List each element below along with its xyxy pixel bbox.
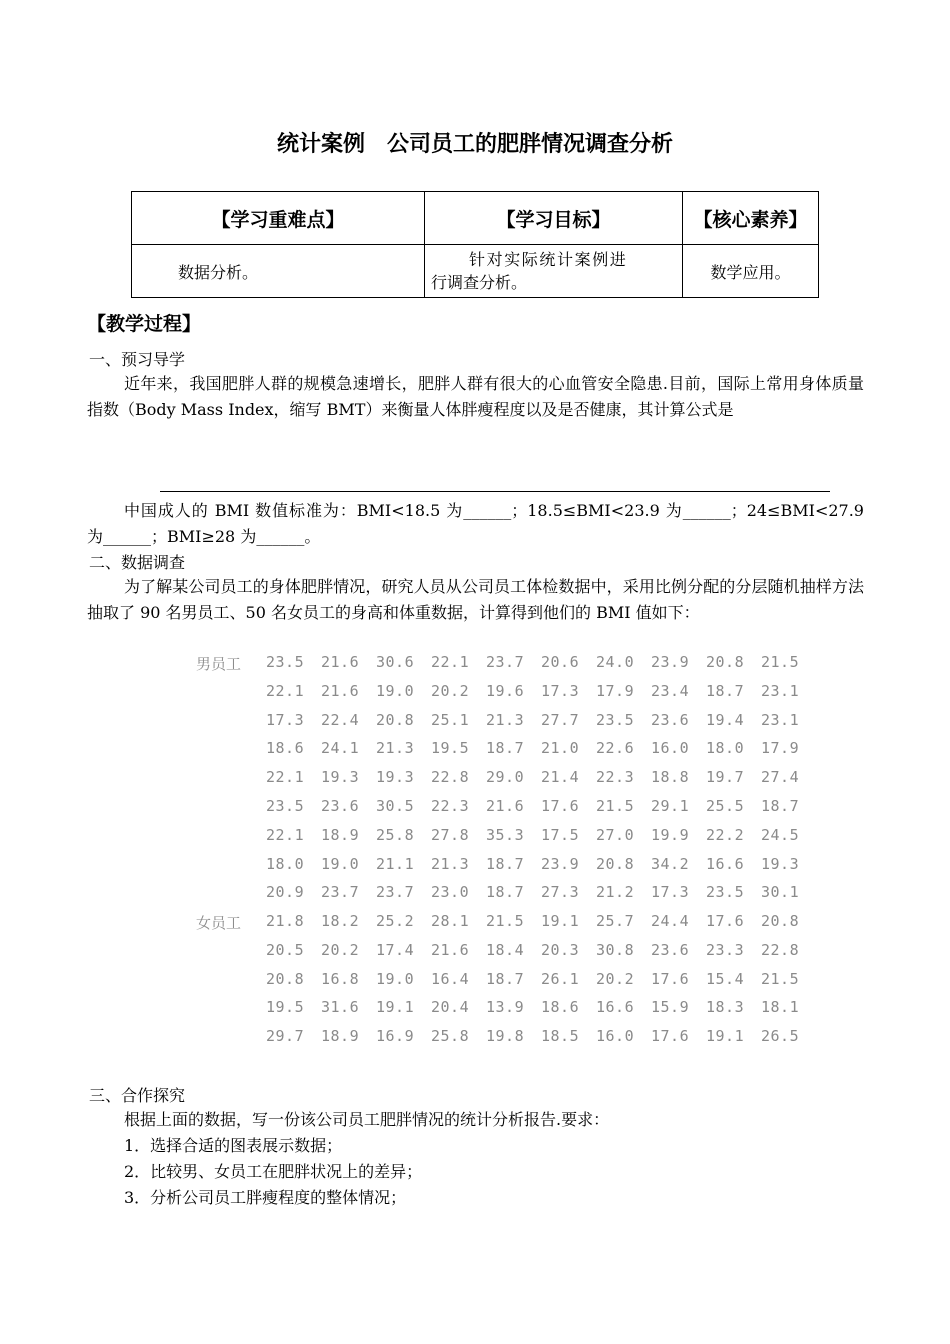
bmi-standard-paragraph: 中国成人的 BMI 数值标准为：BMI<18.5 为______；18.5≤BMI<23.9 为______；24≤BMI<27.9 为______；BMI≥28 为______。 [87, 501, 864, 546]
requirement-item-3: 3．分析公司员工胖瘦程度的整体情况； [124, 1188, 407, 1207]
bmi-value: 18.7 [706, 681, 745, 700]
learning-goals-line-2: 行调查分析。 [431, 273, 528, 292]
bmi-value: 23.6 [651, 710, 690, 729]
bmi-value: 19.5 [266, 998, 305, 1017]
bmi-value: 19.9 [651, 825, 690, 844]
bmi-value: 21.3 [431, 854, 470, 873]
header-learning-goals: 【学习目标】 [425, 192, 683, 245]
bmi-value: 16.6 [706, 854, 745, 873]
bmi-value: 23.6 [321, 796, 360, 815]
bmi-value: 17.4 [376, 940, 415, 959]
bmi-value: 20.8 [266, 969, 305, 988]
bmi-value: 22.3 [596, 768, 635, 787]
bmi-value: 19.4 [706, 710, 745, 729]
bmi-value: 17.9 [596, 681, 635, 700]
bmi-value: 16.6 [596, 998, 635, 1017]
bmi-value: 23.1 [761, 681, 800, 700]
bmi-value: 19.0 [376, 681, 415, 700]
bmi-value: 18.5 [541, 1027, 580, 1046]
bmi-value: 29.1 [651, 796, 690, 815]
bmi-value: 17.6 [541, 796, 580, 815]
section2-heading: 二、数据调查 [89, 553, 186, 572]
bmi-value: 18.9 [321, 825, 360, 844]
bmi-value: 18.4 [486, 940, 525, 959]
bmi-value: 18.8 [651, 768, 690, 787]
bmi-value: 17.6 [651, 969, 690, 988]
bmi-value: 22.4 [321, 710, 360, 729]
bmi-value: 25.5 [706, 796, 745, 815]
bmi-value: 17.5 [541, 825, 580, 844]
bmi-value: 21.2 [596, 883, 635, 902]
bmi-value: 23.7 [376, 883, 415, 902]
bmi-value: 27.3 [541, 883, 580, 902]
bmi-value: 21.0 [541, 739, 580, 758]
bmi-value: 19.3 [376, 768, 415, 787]
bmi-value: 23.5 [266, 653, 305, 671]
bmi-value: 16.4 [431, 969, 470, 988]
bmi-value: 21.5 [761, 969, 800, 988]
bmi-value: 21.3 [376, 739, 415, 758]
bmi-value: 17.6 [706, 912, 745, 930]
bmi-value: 18.7 [761, 796, 800, 815]
bmi-value: 25.8 [431, 1027, 470, 1046]
learning-info-table [131, 191, 819, 298]
bmi-value: 27.7 [541, 710, 580, 729]
bmi-value: 31.6 [321, 998, 360, 1017]
bmi-value: 20.8 [596, 854, 635, 873]
section3-heading: 三、合作探究 [89, 1086, 186, 1105]
bmi-value: 30.5 [376, 796, 415, 815]
bmi-value: 23.7 [486, 653, 525, 671]
bmi-value: 27.0 [596, 825, 635, 844]
page-title: 统计案例 公司员工的肥胖情况调查分析 [276, 132, 673, 157]
bmi-value: 21.1 [376, 854, 415, 873]
bmi-value: 18.6 [541, 998, 580, 1017]
bmi-value: 19.7 [706, 768, 745, 787]
bmi-value: 21.6 [321, 681, 360, 700]
bmi-value: 25.1 [431, 710, 470, 729]
bmi-value: 20.8 [376, 710, 415, 729]
section2-paragraph: 为了解某公司员工的身体肥胖情况，研究人员从公司员工体检数据中，采用比例分配的分层随机抽样方法抽取了 90 名男员工、50 名女员工的身高和体重数据，计算得到他们的 BMI 值如下： [87, 577, 864, 622]
bmi-value: 22.6 [596, 739, 635, 758]
bmi-value: 22.8 [431, 768, 470, 787]
bmi-value: 23.1 [761, 710, 800, 729]
bmi-value: 16.9 [376, 1027, 415, 1046]
bmi-value: 15.9 [651, 998, 690, 1017]
bmi-value: 21.5 [761, 653, 800, 671]
bmi-value: 20.2 [431, 681, 470, 700]
bmi-value: 20.2 [321, 940, 360, 959]
bmi-value: 22.1 [266, 768, 305, 787]
bmi-value: 24.4 [651, 912, 690, 930]
core-literacy-cell: 数学应用。 [683, 245, 819, 298]
bmi-value: 21.5 [486, 912, 525, 930]
bmi-value: 20.8 [761, 912, 800, 930]
bmi-value: 29.7 [266, 1027, 305, 1046]
bmi-value: 26.1 [541, 969, 580, 988]
bmi-value: 17.9 [761, 739, 800, 758]
section3-paragraph: 根据上面的数据，写一份该公司员工肥胖情况的统计分析报告.要求： [124, 1110, 610, 1129]
bmi-value: 23.0 [431, 883, 470, 902]
section1-paragraph: 近年来，我国肥胖人群的规模急速增长，肥胖人群有很大的心血管安全隐患.目前，国际上常用身体质量指数（Body Mass Index，缩写 BMT）来衡量人体胖瘦程度以及是否健康，其计算公式是 [87, 374, 864, 419]
bmi-value: 19.8 [486, 1027, 525, 1046]
bmi-value: 17.3 [541, 681, 580, 700]
bmi-value: 18.1 [761, 998, 800, 1017]
bmi-value: 26.5 [761, 1027, 800, 1046]
bmi-value: 21.4 [541, 768, 580, 787]
key-points-cell: 数据分析。 [132, 245, 425, 298]
bmi-value: 21.6 [321, 653, 360, 671]
bmi-value: 19.1 [706, 1027, 745, 1046]
bmi-value: 18.0 [266, 854, 305, 873]
learning-goals-line-1: 针对实际统计案例进 [469, 250, 628, 269]
bmi-value: 13.9 [486, 998, 525, 1017]
bmi-value: 21.6 [486, 796, 525, 815]
bmi-value: 16.0 [596, 1027, 635, 1046]
bmi-value: 19.3 [321, 768, 360, 787]
bmi-value: 22.1 [266, 681, 305, 700]
bmi-value: 23.5 [596, 710, 635, 729]
bmi-value: 25.7 [596, 912, 635, 930]
bmi-value: 25.8 [376, 825, 415, 844]
section1-heading: 一、预习导学 [89, 350, 186, 369]
learning-goals-cell [425, 245, 683, 298]
bmi-value: 20.2 [596, 969, 635, 988]
bmi-value: 18.7 [486, 883, 525, 902]
bmi-value: 22.3 [431, 796, 470, 815]
requirement-item-2: 2．比较男、女员工在肥胖状况上的差异； [124, 1162, 423, 1181]
bmi-value: 24.1 [321, 739, 360, 758]
bmi-value: 34.2 [651, 854, 690, 873]
bmi-value: 23.5 [706, 883, 745, 902]
bmi-value: 18.2 [321, 912, 360, 930]
bmi-value: 17.6 [651, 1027, 690, 1046]
bmi-value: 18.6 [266, 739, 305, 758]
bmi-value: 22.1 [266, 825, 305, 844]
bmi-value: 24.0 [596, 653, 635, 671]
bmi-value: 27.8 [431, 825, 470, 844]
bmi-value: 23.4 [651, 681, 690, 700]
bmi-value: 27.4 [761, 768, 800, 787]
bmi-value: 21.6 [431, 940, 470, 959]
bmi-value: 25.2 [376, 912, 415, 930]
formula-blank-line [160, 491, 830, 492]
bmi-value: 19.0 [376, 969, 415, 988]
bmi-value: 23.3 [706, 940, 745, 959]
bmi-value: 18.9 [321, 1027, 360, 1046]
bmi-value: 18.3 [706, 998, 745, 1017]
bmi-value: 16.0 [651, 739, 690, 758]
bmi-value: 19.1 [541, 912, 580, 930]
bmi-value: 20.4 [431, 998, 470, 1017]
female-label: 女员工 [196, 914, 242, 932]
bmi-value: 23.7 [321, 883, 360, 902]
bmi-value: 20.9 [266, 883, 305, 902]
bmi-value: 15.4 [706, 969, 745, 988]
bmi-value: 30.6 [376, 653, 415, 671]
bmi-value: 21.8 [266, 912, 305, 930]
bmi-value: 19.0 [321, 854, 360, 873]
bmi-value: 20.8 [706, 653, 745, 671]
bmi-value: 19.1 [376, 998, 415, 1017]
bmi-value: 17.3 [266, 710, 305, 729]
bmi-value: 18.7 [486, 969, 525, 988]
bmi-value: 22.1 [431, 653, 470, 671]
bmi-value: 29.0 [486, 768, 525, 787]
header-key-points: 【学习重难点】 [132, 192, 425, 245]
bmi-value: 30.1 [761, 883, 800, 902]
bmi-value: 20.6 [541, 653, 580, 671]
bmi-value: 23.9 [541, 854, 580, 873]
bmi-value: 18.0 [706, 739, 745, 758]
requirement-item-1: 1．选择合适的图表展示数据； [124, 1136, 343, 1155]
bmi-value: 21.5 [596, 796, 635, 815]
bmi-value: 28.1 [431, 912, 470, 930]
bmi-value: 23.6 [651, 940, 690, 959]
bmi-value: 19.3 [761, 854, 800, 873]
bmi-value: 22.2 [706, 825, 745, 844]
bmi-value: 16.8 [321, 969, 360, 988]
bmi-value: 18.7 [486, 739, 525, 758]
bmi-value: 23.5 [266, 796, 305, 815]
bmi-value: 18.7 [486, 854, 525, 873]
bmi-value: 23.9 [651, 653, 690, 671]
bmi-value: 19.6 [486, 681, 525, 700]
teaching-process-heading: 【教学过程】 [87, 313, 202, 335]
bmi-value: 20.5 [266, 940, 305, 959]
male-label: 男员工 [196, 655, 242, 673]
bmi-value: 21.3 [486, 710, 525, 729]
bmi-value: 20.3 [541, 940, 580, 959]
bmi-value: 24.5 [761, 825, 800, 844]
header-core-literacy: 【核心素养】 [683, 192, 819, 245]
bmi-value: 17.3 [651, 883, 690, 902]
bmi-value: 19.5 [431, 739, 470, 758]
bmi-value: 35.3 [486, 825, 525, 844]
bmi-value: 22.8 [761, 940, 800, 959]
bmi-value: 30.8 [596, 940, 635, 959]
